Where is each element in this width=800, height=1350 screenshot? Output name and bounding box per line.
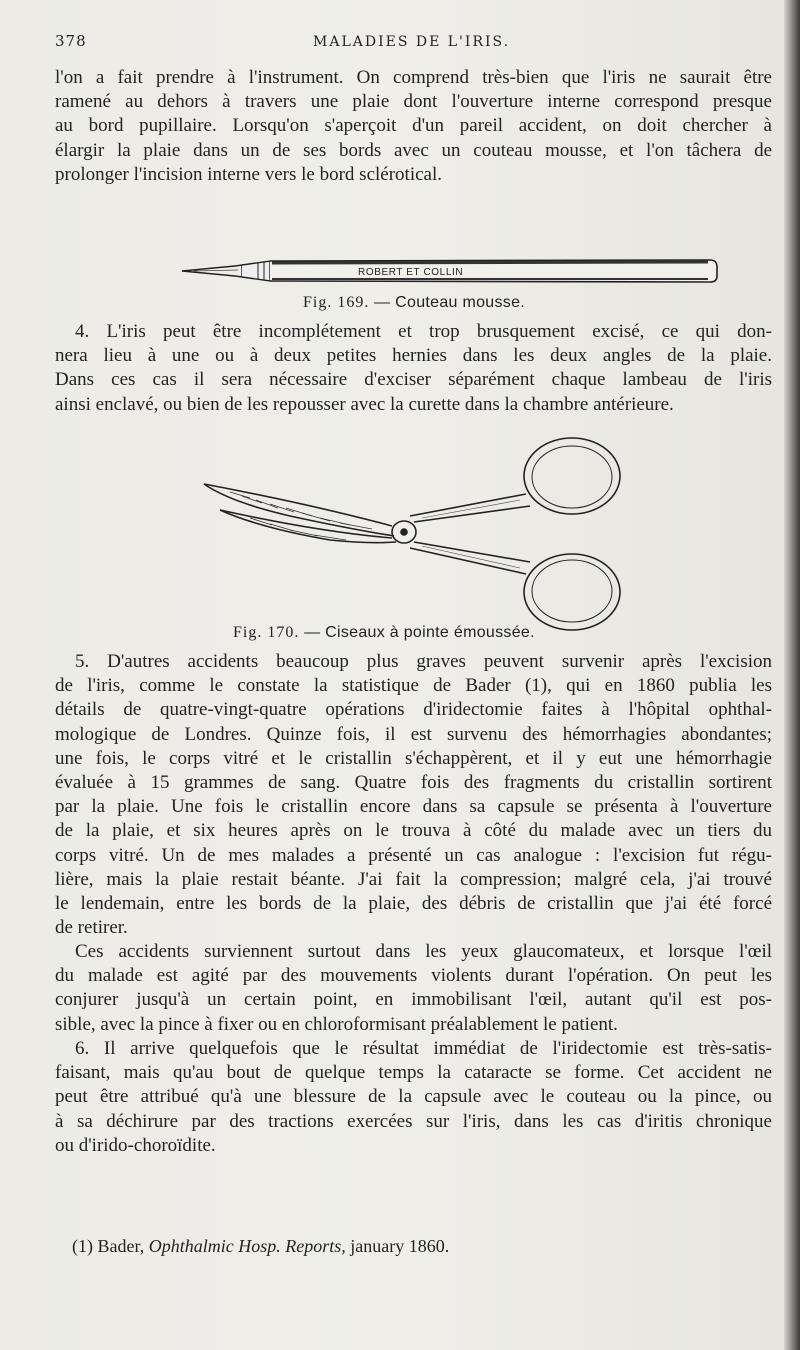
text-line: conjurer jusqu'à un certain point, en immobilisant l'œil, autant qu'il est pos- (55, 989, 772, 1011)
text-line: 4. L'iris peut être incomplétement et trop brusquement excisé, ce qui don- (75, 321, 772, 342)
text-line: de retirer. (55, 917, 128, 939)
text-line: mologique de Londres. Quinze fois, il est survenu des hémorrhagies abondantes; (55, 723, 772, 745)
text-line: peut être attribué qu'à une blessure de la capsule avec le couteau ou la pince, ou (55, 1086, 772, 1108)
text-line: ramené au dehors à travers une plaie dont l'ouverture interne correspond presque (55, 91, 772, 113)
text-line: du malade est agité par des mouvements violents durant l'opération. On peut les (55, 965, 772, 987)
text-line: le lendemain, entre les bords de la plaie, des débris de cristallin que j'ai été forcé (55, 893, 772, 915)
text-line: nera lieu à une ou à deux petites hernies dans les deux angles de la plaie. (55, 345, 772, 367)
figure-169-label: Fig. 169. (303, 294, 370, 311)
text-line: ou d'irido-choroïdite. (55, 1134, 216, 1156)
text-line: Dans ces cas il sera nécessaire d'exciser séparément chaque lambeau de l'iris (55, 369, 772, 391)
footnote-marker: (1) Bader, (72, 1236, 145, 1256)
text-line: corps vitré. Un de mes malades a présenté un cas analogue : l'excision fut régu- (55, 844, 772, 866)
text-line: au bord pupillaire. Lorsqu'on s'aperçoit d'un pareil accident, on doit chercher à (55, 115, 772, 137)
figure-169-caption (303, 294, 525, 312)
text-line: à sa déchirure par des tractions exercées sur l'iris, dans les cas d'iritis chronique (55, 1110, 772, 1132)
paragraph-4 (55, 320, 772, 417)
paragraph-accidents (55, 940, 772, 1037)
text-line: par la plaie. Une fois le cristallin encore dans sa capsule se présenta à l'ouverture (55, 796, 772, 818)
text-line: lière, mais la plaie restait béante. J'ai fait la compression; malgré cela, j'ai trouvé (55, 868, 772, 890)
figure-170-scissors (190, 424, 630, 644)
text-line: 5. D'autres accidents beaucoup plus graves peuvent survenir après l'excision (75, 651, 772, 672)
text-line: Ces accidents surviennent surtout dans les yeux glaucomateux, et lorsque l'œil (75, 941, 772, 962)
page-header (55, 32, 775, 54)
paragraph-6 (55, 1037, 772, 1158)
text-line: faisant, mais qu'au bout de quelque temps la cataracte se forme. Cet accident ne (55, 1062, 772, 1084)
footnote (72, 1236, 449, 1257)
paragraph-5 (55, 650, 772, 940)
paragraph-continuation (55, 66, 772, 187)
text-line: 6. Il arrive quelquefois que le résultat immédiat de l'iridectomie est très-satis- (75, 1038, 772, 1059)
figure-170-caption-text: — Ciseaux à pointe émoussée. (304, 624, 535, 641)
footnote-source: Ophthalmic Hosp. Reports, (148, 1236, 346, 1256)
figure-169-caption-text: — Couteau mousse. (374, 294, 526, 311)
text-line: sible, avec la pince à fixer ou en chloroformisant préalablement le patient. (55, 1013, 618, 1035)
text-line: de l'iris, comme le constate la statistique de Bader (1), qui en 1860 publia les (55, 675, 772, 697)
text-line: ainsi enclavé, ou bien de les repousser avec la curette dans la chambre antérieure. (55, 393, 674, 415)
text-line: l'on a fait prendre à l'instrument. On comprend très-bien que l'iris ne saurait être (55, 67, 772, 88)
text-line: de la plaie, et six heures après on le trouva à côté du malade avec un tiers du (55, 820, 772, 842)
page-number: 378 (55, 32, 87, 50)
text-line: évaluée à 15 grammes de sang. Quatre fois des fragments du cristallin sortirent (55, 772, 772, 794)
figure-169-stamp: ROBERT ET COLLIN (358, 267, 464, 278)
text-line: élargir la plaie dans un de ses bords avec un couteau mousse, et l'on tâchera de (55, 139, 772, 161)
figure-169-knife (180, 258, 720, 284)
figure-170-label: Fig. 170. (233, 624, 300, 641)
text-line: une fois, le corps vitré et le cristallin s'échappèrent, et il y eut une hémorrhagie (55, 747, 772, 769)
footnote-date: january 1860. (350, 1236, 450, 1256)
figure-170-caption (233, 624, 535, 642)
text-line: prolonger l'incision interne vers le bord sclérotical. (55, 163, 442, 185)
running-head: MALADIES DE L'IRIS. (313, 34, 511, 50)
text-line: détails de quatre-vingt-quatre opérations d'iridectomie faites à l'hôpital ophthal- (55, 699, 772, 721)
page-edge-shadow (784, 0, 800, 1350)
